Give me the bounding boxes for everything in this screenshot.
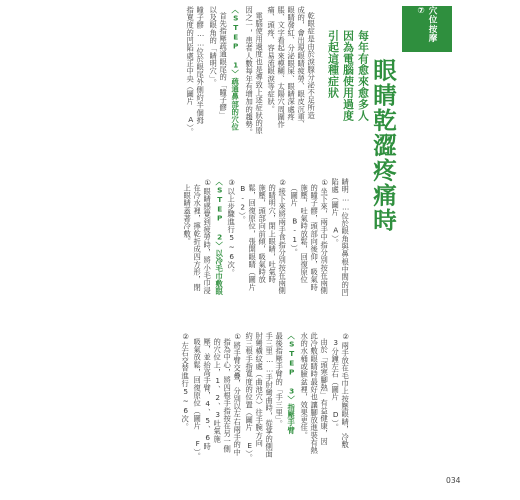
jingming-line: （圖片 B-1）。: [290, 184, 300, 256]
intro-line: 脹、文字看起來模糊、太陽穴周圍作: [277, 6, 287, 129]
intro-line: 乾眼症是由於淚腺分泌不足所造: [307, 12, 317, 120]
step1-heading: [230, 6, 240, 131]
towel-line: 由於「頭寒腳熱」有益健康，因: [320, 338, 330, 446]
step3-line: 最後指壓手臂的「手三里」。: [275, 332, 285, 428]
subtitle-line-2: 因為電腦使用過度: [342, 30, 355, 122]
subtitle-line-3: 引起這種症狀: [327, 30, 340, 99]
step3-line: 壓，並抬高手臂，4、5、6時: [203, 338, 213, 451]
step3-line: 指為中心，將四根手指按在另一側: [223, 338, 233, 453]
intro-line: 眼睛發紅、分泌眼屎、眼睛深處疼: [287, 6, 297, 121]
step2-title: 以冷毛巾敷眼: [215, 249, 225, 296]
towel-line: 水的水桶或臉盆裡，效果更佳。: [300, 332, 310, 440]
step3-line: 約三根手指寬度的位置（圖片 E）。: [245, 332, 255, 462]
step2-line: 在冷水裡，擰乾折成四方形，閉: [193, 184, 203, 292]
step2-line: 上眼睛蓋著冷敷。: [183, 184, 193, 246]
jingming-line: ②接下來將兩手食指分別按在兩側: [278, 178, 288, 295]
jingming-line: ③以上步驟進行5~6次。: [227, 178, 237, 277]
jingming-line: ①坐下來，兩手中指分別按在兩側: [320, 178, 330, 295]
step3-line: 的穴位上，1、2、3吐氣施: [213, 338, 223, 443]
intro-line: 痛、頭疼、容易流眼淚等症狀。: [267, 6, 277, 114]
step2-heading: [214, 178, 224, 295]
intro-line: 電腦使用過度也是導致上述症狀的原: [255, 12, 265, 135]
section-tag: 穴位按摩⑦: [402, 6, 452, 52]
step3-label: 〈STEP 3〉: [287, 332, 297, 404]
jingming-line: B-2）。: [238, 184, 248, 224]
step1-label: 〈STEP 1〉: [231, 6, 241, 78]
jingming-line: 陷處（圖片 A）。: [331, 178, 341, 247]
tongziliao-line: 指寬度的凹陷處正中央（圖片 A）。: [186, 6, 196, 136]
step3-line: 手三里……手肘彎曲時，從掌的側面: [265, 332, 275, 458]
step3-line: ①將手臂交疊，分別以左右兩手的中: [233, 332, 243, 457]
step1-line: 首先指壓疏通眼尾的「瞳子髎」: [219, 12, 229, 120]
towel-line: 3分鐘左右（圖片 D）。: [331, 338, 341, 432]
step1-line: 以及眼角的「睛明穴」。: [209, 6, 219, 87]
jingming-line: 的瞳子髎，頭部向後仰，吸氣時: [310, 184, 320, 292]
page-title: 眼睛乾澀疼痛時: [369, 58, 397, 233]
jingming-line: 施壓，吐氣時放鬆，回復原位: [300, 184, 310, 284]
jingming-line: 睛明……位於眼角與鼻根中間的凹: [341, 178, 351, 297]
step1-title: 疏通鼻部的穴位: [231, 77, 241, 131]
jingming-line: 鬆，回復原位，張開眼睛（圖片: [248, 184, 258, 292]
jingming-line: 施壓，頭部向前傾，吸氣時放: [258, 184, 268, 284]
step3-line: ②左右交替進行5~6次。: [181, 332, 191, 431]
intro-line: 成的，會出現眼睛疲勞、眼皮沉重、: [297, 6, 307, 129]
step3-title: 指壓手臂: [287, 403, 297, 435]
jingming-line: 的睛明穴，閉上眼睛，吐氣時: [268, 184, 278, 284]
page-number: 034: [446, 476, 461, 485]
step2-label: 〈STEP 2〉: [215, 178, 225, 250]
towel-line: ②兩手放在毛巾上按壓眼睛，冷敷: [341, 332, 351, 449]
step3-line: 吸氣放鬆，回復原位（圖片 F）。: [193, 338, 203, 461]
intro-line: 因之一，患者人數每年有增加的趨勢。: [245, 6, 255, 137]
subtitle-line-1: 每年有愈來愈多人: [357, 30, 370, 122]
step2-line: ①眼睛感覺到疲勞時，將小毛巾浸: [203, 178, 213, 295]
towel-line: 此冷敷眼睛時最好也讓腳放進裝有熱: [310, 332, 320, 455]
step3-heading: [286, 332, 296, 434]
tongziliao-line: 瞳子髎……位於眼尾外側約半個拇: [196, 6, 206, 125]
step3-line: 肘彎橫紋處（曲池穴）往手腕方向: [255, 332, 265, 447]
